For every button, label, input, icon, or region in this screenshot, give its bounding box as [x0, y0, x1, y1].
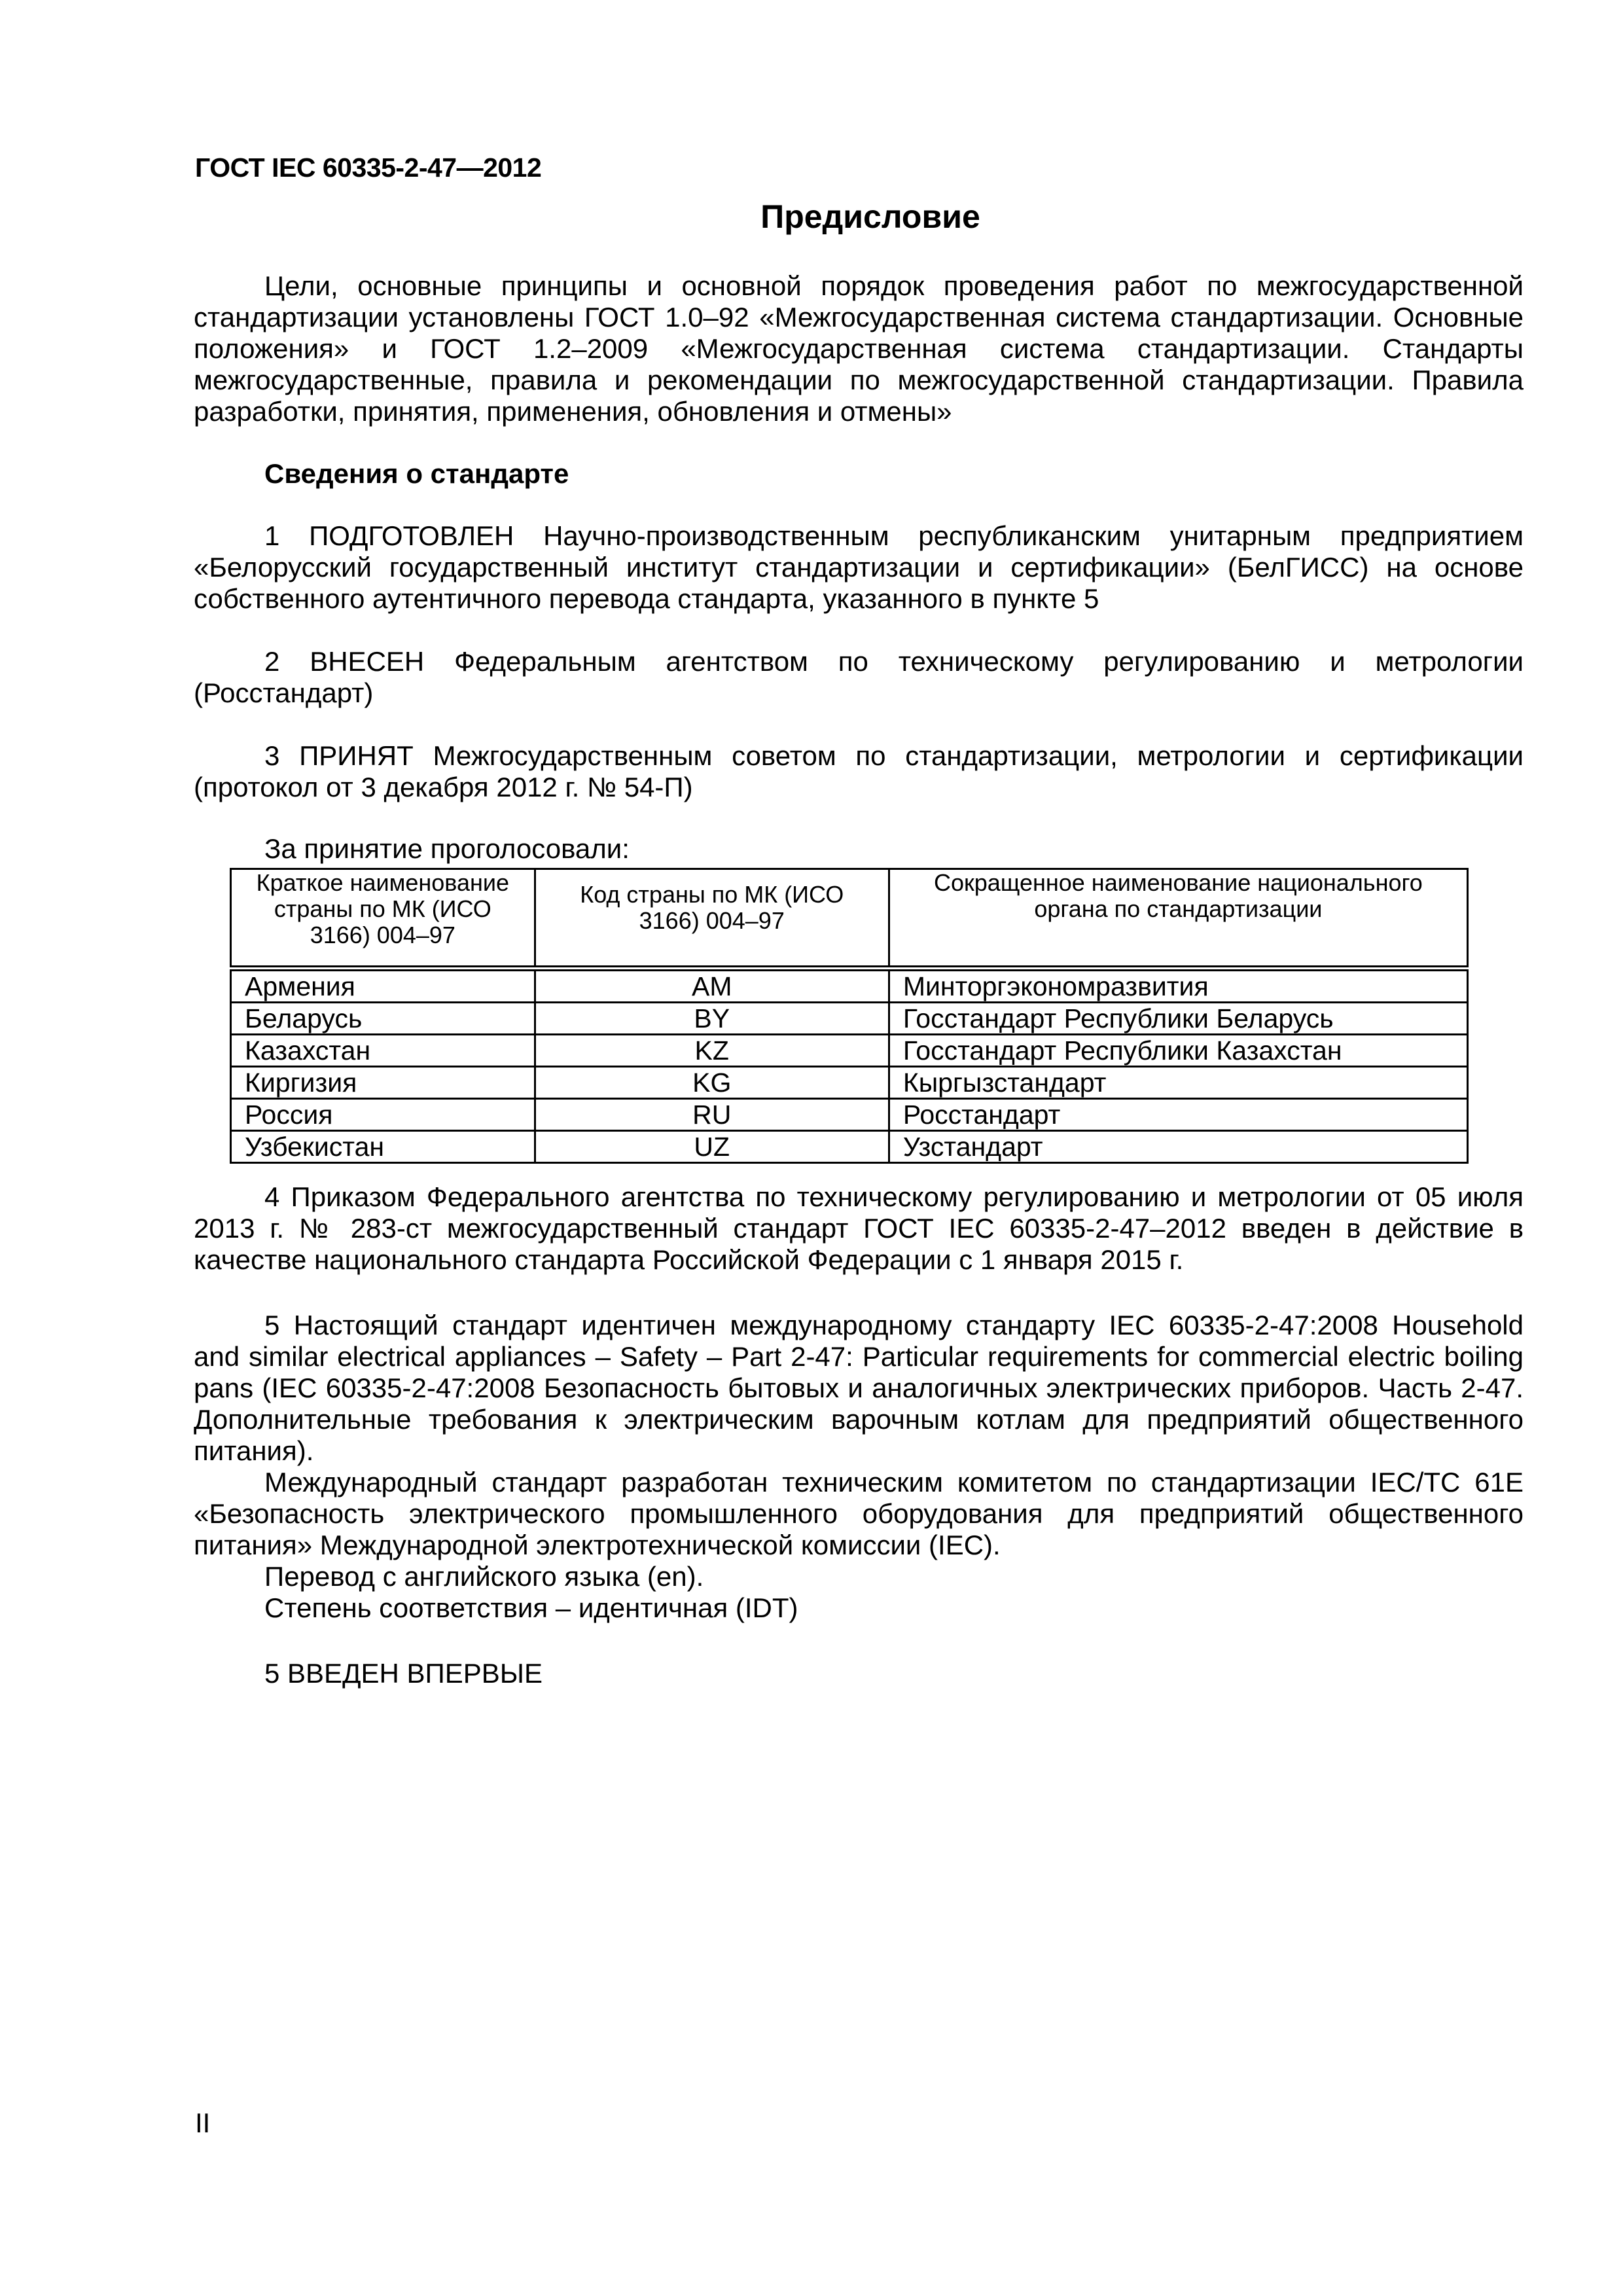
paragraph-5-block	[194, 1310, 1524, 1624]
paragraph-6-block	[194, 1658, 1524, 1689]
country-cell: Киргизия	[231, 1067, 535, 1099]
paragraph-3-block	[194, 740, 1524, 803]
section-heading: Сведения о стандарте	[264, 458, 569, 489]
table-row	[231, 1067, 1468, 1099]
paragraph-1-block	[194, 520, 1524, 615]
code-cell: AM	[535, 969, 889, 1003]
country-cell: Казахстан	[231, 1035, 535, 1067]
table-header-row	[231, 869, 1468, 969]
code-cell: RU	[535, 1099, 889, 1131]
authority-cell: Госстандарт Республики Казахстан	[889, 1035, 1467, 1067]
paragraph-adopted: 3 ПРИНЯТ Межгосударственным советом по стандартизации, метрологии и сертификации (протокол от 3 декабря 2012 г. № 54-П)	[194, 740, 1524, 802]
code-cell: KG	[535, 1067, 889, 1099]
paragraph-translation: Перевод с английского языка (en).	[264, 1561, 704, 1592]
votes-table	[230, 868, 1469, 1164]
paragraph-4-block	[194, 1181, 1524, 1276]
column-header-code: Код страны по МК (ИСО 3166) 004–97	[535, 869, 889, 969]
authority-cell: Минторгэкономразвития	[889, 969, 1467, 1003]
code-cell: KZ	[535, 1035, 889, 1067]
country-cell: Беларусь	[231, 1003, 535, 1035]
paragraph-first-introduced: 5 ВВЕДЕН ВПЕРВЫЕ	[264, 1658, 543, 1689]
intro-section	[194, 270, 1524, 427]
country-cell: Россия	[231, 1099, 535, 1131]
votes-caption-block	[194, 833, 1524, 865]
paragraph-2-block	[194, 646, 1524, 709]
table-row	[231, 1131, 1468, 1163]
page-number: II	[195, 2108, 211, 2138]
table-row	[231, 1099, 1468, 1131]
paragraph-identical: 5 Настоящий стандарт идентичен международному стандарту IEC 60335-2-47:2008 Household and similar electrical appliances – Safety – Part 2-47: Particular requirements for commercial electric boiling pans (IEC 60335-2-47:2008 Безопасность бытовых и аналогичных электрических приборов. Часть 2-47. Дополнительные требования к электрическим варочным котлам для предприятий общественного питания).	[194, 1310, 1524, 1466]
paragraph-conformity: Степень соответствия – идентичная (IDT)	[264, 1592, 798, 1623]
paragraph-prepared: 1 ПОДГОТОВЛЕН Научно-производственным республиканским унитарным предприятием «Белорусский государственный институт стандартизации и сертификации» (БелГИСС) на основе собственного аутентичного перевода стандарта, указанного в пункте 5	[194, 520, 1524, 614]
intro-paragraph: Цели, основные принципы и основной порядок проведения работ по межгосударственной стандартизации установлены ГОСТ 1.0–92 «Межгосударственная система стандартизации. Основные положения» и ГОСТ 1.2–2009 «Межгосударственная система стандартизации. Стандарты межгосударственные, правила и рекомендации по межгосударственной стандартизации. Правила разработки, принятия, применения, обновления и отмены»	[194, 270, 1524, 427]
table-row	[231, 969, 1468, 1003]
authority-cell: Госстандарт Республики Беларусь	[889, 1003, 1467, 1035]
country-cell: Армения	[231, 969, 535, 1003]
page-title: Предисловие	[760, 198, 980, 235]
votes-caption: За принятие проголосовали:	[264, 833, 630, 864]
table-row	[231, 1035, 1468, 1067]
authority-cell: Узстандарт	[889, 1131, 1467, 1163]
document-code: ГОСТ IEC 60335-2-47—2012	[195, 152, 542, 183]
authority-cell: Кыргызстандарт	[889, 1067, 1467, 1099]
authority-cell: Росстандарт	[889, 1099, 1467, 1131]
code-cell: UZ	[535, 1131, 889, 1163]
code-cell: BY	[535, 1003, 889, 1035]
country-cell: Узбекистан	[231, 1131, 535, 1163]
column-header-authority: Сокращенное наименование национального органа по стандартизации	[889, 869, 1467, 969]
paragraph-committee: Международный стандарт разработан техническим комитетом по стандартизации IEC/TC 61E «Безопасность электрического промышленного оборудования для предприятий общественного питания» Международной электротехнической комиссии (IEC).	[194, 1467, 1524, 1560]
column-header-country: Краткое наименование страны по МК (ИСО 3166) 004–97	[231, 869, 535, 969]
paragraph-order: 4 Приказом Федерального агентства по техническому регулированию и метрологии от 05 июля 2013 г. № 283-ст межгосударственный стандарт ГОСТ IEC 60335-2-47–2012 введен в действие в качестве национального стандарта Российской Федерации с 1 января 2015 г.	[194, 1181, 1524, 1275]
standard-info-heading-block	[194, 458, 1524, 490]
paragraph-submitted: 2 ВНЕСЕН Федеральным агентством по техническому регулированию и метрологии (Росстандарт)	[194, 646, 1524, 708]
table-row	[231, 1003, 1468, 1035]
